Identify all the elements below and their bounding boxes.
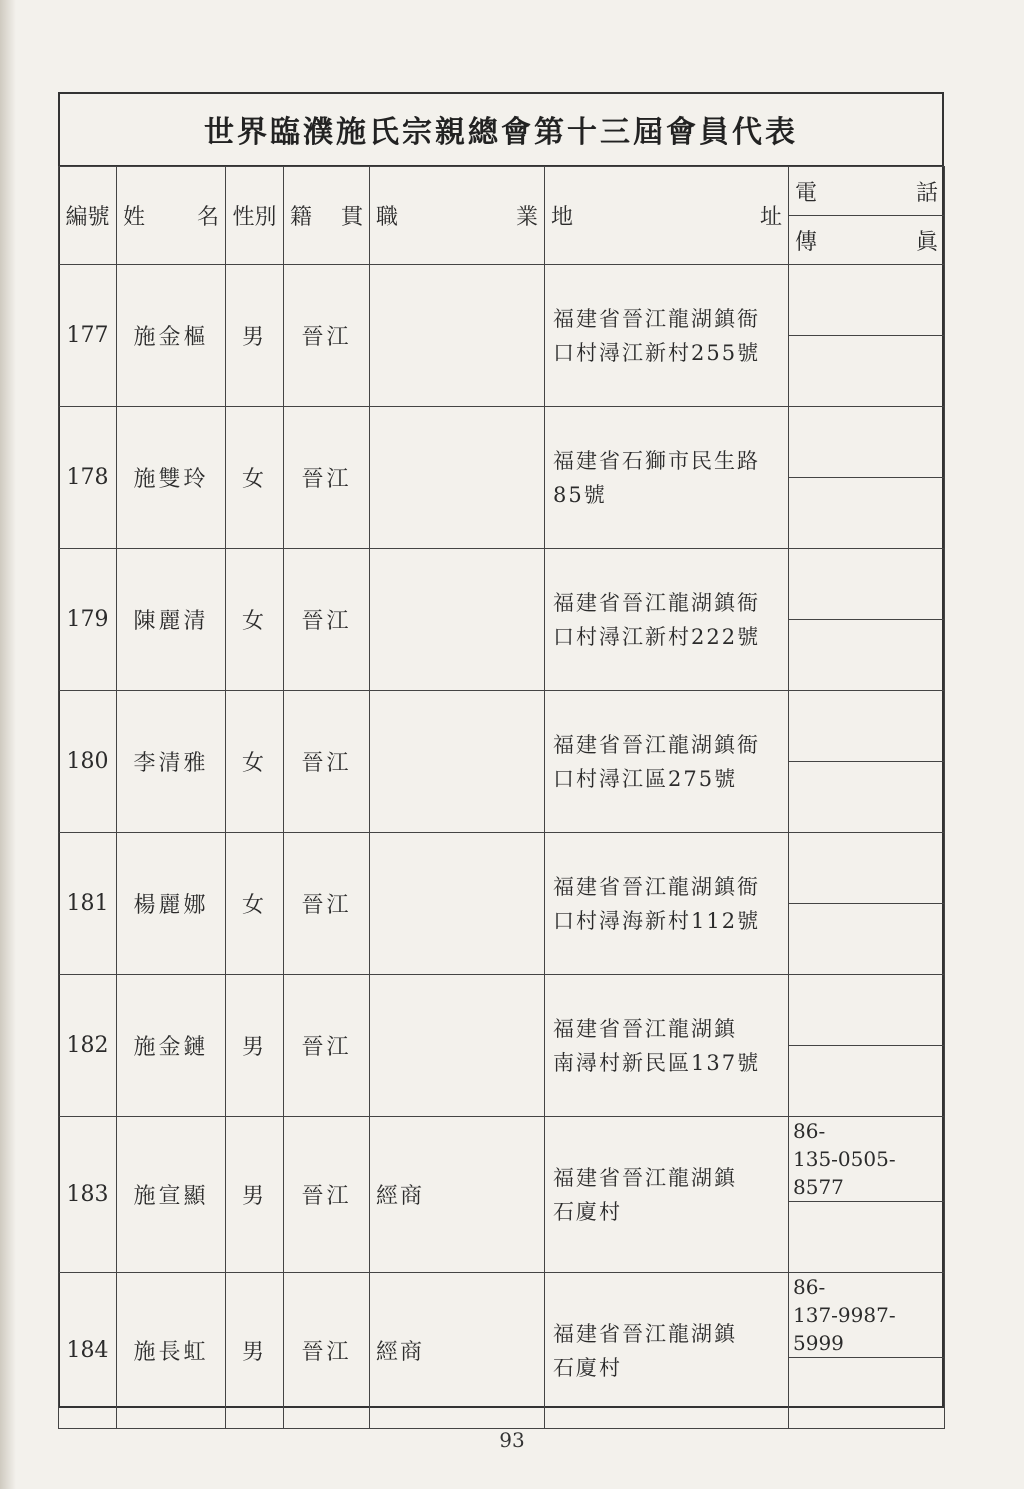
cell-sex: 女 xyxy=(226,407,284,549)
cell-name: 楊麗娜 xyxy=(117,833,226,975)
table-row xyxy=(59,1273,945,1358)
address-line: 福建省晉江龍湖鎮衙 xyxy=(553,732,760,757)
cell-num: 177 xyxy=(59,265,117,407)
address-line: 口村潯江新村222號 xyxy=(553,624,761,649)
cell-name: 施金樞 xyxy=(117,265,226,407)
cell-fax xyxy=(789,1358,945,1429)
address-line: 福建省晉江龍湖鎮衙 xyxy=(553,306,760,331)
cell-num: 180 xyxy=(59,691,117,833)
cell-jiguan: 晉江 xyxy=(284,265,370,407)
cell-tel xyxy=(789,265,945,336)
header-address: 地 址 xyxy=(545,167,789,265)
header-fax: 傳 眞 xyxy=(789,216,945,265)
cell-name: 施長虹 xyxy=(117,1273,226,1429)
cell-name: 陳麗清 xyxy=(117,549,226,691)
header-sex: 性別 xyxy=(226,167,284,265)
cell-name: 施金鏈 xyxy=(117,975,226,1117)
address-line: 福建省晉江龍湖鎮 xyxy=(553,1165,737,1190)
header-num: 編號 xyxy=(59,167,117,265)
cell-tel xyxy=(789,975,945,1046)
cell-job xyxy=(370,407,545,549)
table-row xyxy=(59,265,945,336)
address-line: 口村潯江新村255號 xyxy=(553,340,761,365)
cell-job: 經商 xyxy=(370,1117,545,1273)
page-number: 93 xyxy=(499,1428,525,1452)
member-table xyxy=(58,166,945,1429)
cell-address xyxy=(545,549,789,691)
cell-fax xyxy=(789,1046,945,1117)
cell-tel xyxy=(789,1273,945,1358)
cell-name: 施宣顯 xyxy=(117,1117,226,1273)
address-line: 南潯村新民區137號 xyxy=(553,1050,761,1075)
cell-sex: 女 xyxy=(226,549,284,691)
cell-tel xyxy=(789,1117,945,1202)
cell-job xyxy=(370,833,545,975)
cell-tel xyxy=(789,691,945,762)
cell-jiguan: 晉江 xyxy=(284,691,370,833)
cell-jiguan: 晉江 xyxy=(284,833,370,975)
table-row xyxy=(59,975,945,1046)
cell-jiguan: 晉江 xyxy=(284,407,370,549)
address-line: 福建省晉江龍湖鎮 xyxy=(553,1016,737,1041)
cell-sex: 女 xyxy=(226,833,284,975)
cell-job xyxy=(370,975,545,1117)
cell-fax xyxy=(789,904,945,975)
cell-name: 李清雅 xyxy=(117,691,226,833)
table-row xyxy=(59,407,945,478)
cell-fax xyxy=(789,336,945,407)
cell-fax xyxy=(789,620,945,691)
address-line: 石廈村 xyxy=(553,1199,622,1224)
tel-line: 86- xyxy=(793,1119,826,1143)
cell-fax xyxy=(789,1202,945,1273)
header-name: 姓 名 xyxy=(117,167,226,265)
cell-jiguan: 晉江 xyxy=(284,1117,370,1273)
cell-tel xyxy=(789,833,945,904)
cell-sex: 女 xyxy=(226,691,284,833)
cell-sex: 男 xyxy=(226,975,284,1117)
cell-jiguan: 晉江 xyxy=(284,549,370,691)
cell-name: 施雙玲 xyxy=(117,407,226,549)
cell-address xyxy=(545,265,789,407)
address-line: 福建省晉江龍湖鎮 xyxy=(553,1321,737,1346)
tel-line: 135-0505-8577 xyxy=(793,1147,896,1199)
table-row xyxy=(59,691,945,762)
address-line: 福建省石獅市民生路 xyxy=(553,448,760,473)
cell-num: 184 xyxy=(59,1273,117,1429)
cell-address xyxy=(545,975,789,1117)
address-line: 福建省晉江龍湖鎮衙 xyxy=(553,590,760,615)
cell-address xyxy=(545,1117,789,1273)
cell-num: 182 xyxy=(59,975,117,1117)
cell-tel xyxy=(789,549,945,620)
cell-num: 178 xyxy=(59,407,117,549)
table-row xyxy=(59,549,945,620)
cell-fax xyxy=(789,762,945,833)
cell-job xyxy=(370,549,545,691)
page-spine xyxy=(0,0,16,1489)
header-tel: 電 話 xyxy=(789,167,945,216)
cell-num: 183 xyxy=(59,1117,117,1273)
cell-fax xyxy=(789,478,945,549)
tel-line: 137-9987-5999 xyxy=(793,1303,896,1355)
cell-job: 經商 xyxy=(370,1273,545,1429)
header-jiguan: 籍 貫 xyxy=(284,167,370,265)
address-line: 85號 xyxy=(553,482,607,507)
cell-num: 181 xyxy=(59,833,117,975)
page-title: 世界臨濮施氏宗親總會第十三屆會員代表 xyxy=(58,92,944,166)
cell-sex: 男 xyxy=(226,1273,284,1429)
address-line: 福建省晉江龍湖鎮衙 xyxy=(553,874,760,899)
address-line: 口村潯江區275號 xyxy=(553,766,738,791)
cell-tel xyxy=(789,407,945,478)
table-row xyxy=(59,833,945,904)
cell-job xyxy=(370,265,545,407)
tel-line: 86- xyxy=(793,1275,826,1299)
cell-num: 179 xyxy=(59,549,117,691)
cell-sex: 男 xyxy=(226,265,284,407)
address-line: 口村潯海新村112號 xyxy=(553,908,761,933)
cell-jiguan: 晉江 xyxy=(284,1273,370,1429)
cell-address xyxy=(545,691,789,833)
table-row xyxy=(59,1117,945,1202)
header-job: 職 業 xyxy=(370,167,545,265)
cell-jiguan: 晉江 xyxy=(284,975,370,1117)
address-line: 石廈村 xyxy=(553,1355,622,1380)
cell-sex: 男 xyxy=(226,1117,284,1273)
cell-address xyxy=(545,407,789,549)
cell-address xyxy=(545,1273,789,1429)
cell-address xyxy=(545,833,789,975)
cell-job xyxy=(370,691,545,833)
